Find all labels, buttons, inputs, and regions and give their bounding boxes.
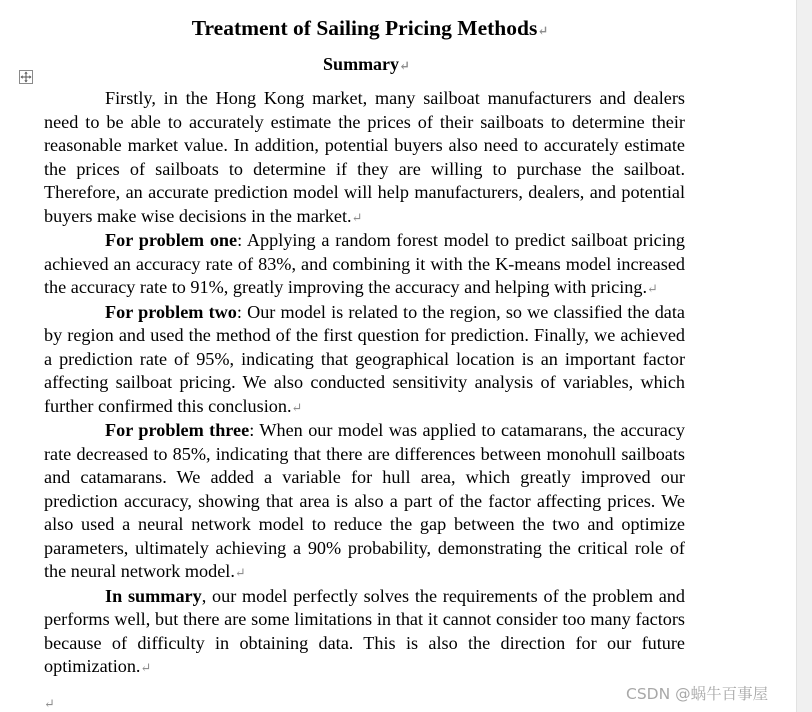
paragraph-lead: In summary [105, 585, 202, 606]
paragraph-lead: For problem two [105, 301, 237, 322]
summary-paragraph-problem-three: For problem three: When our model was applied to catamarans, the accuracy rate decreased to 85%, indicating that there are differences between monohull sailboats and catamarans. We added a variable for hull area, which greatly improved our prediction accuracy, showing that area is also a part of the factor affecting prices. We also used a neural network model to reduce the gap between the two and optimize parameters, ultimately achieving a 90% probability, demonstrating the critical role of the neural network model.↵ [44, 420, 685, 581]
document-title: Treatment of Sailing Pricing Methods↵ [191, 16, 549, 40]
paragraph-mark-icon: ↵ [537, 23, 549, 38]
paragraph-mark-icon: ↵ [234, 565, 246, 580]
section-heading: Summary↵ [323, 54, 410, 74]
paragraph-mark-icon: ↵ [291, 399, 303, 415]
paragraph-mark-icon: ↵ [140, 660, 152, 675]
empty-paragraph-mark-icon: ↵ [44, 696, 55, 711]
paragraph-mark-icon: ↵ [399, 58, 410, 73]
paragraph-lead: For problem three [105, 420, 250, 440]
summary-paragraph-intro: Firstly, in the Hong Kong market, many sailboat manufacturers and dealers need to be able to accurately estimate the prices of their sailboats to determine their reasonable market value. In addition, potential buyers also need to accurately estimate the prices of sailboats to determine if they are willing to purchase the sailboat. Therefore, an accurate prediction model will help manufacturers, dealers, and potential buyers make wise decisions in the market.↵ [44, 88, 685, 226]
vertical-scrollbar[interactable] [796, 0, 812, 712]
summary-paragraph-conclusion: In summary, our model perfectly solves the requirements of the problem and performs well, but there are some limitations in that it cannot consider too many factors because of difficulty in obtaining data. This is also the direction for our future optimization.↵ [44, 585, 685, 676]
paragraph-mark-icon: ↵ [351, 209, 363, 225]
paragraph-mark-icon: ↵ [647, 281, 658, 296]
summary-paragraph-problem-two: For problem two: Our model is related to the region, so we classified the data by region and used the method of the first question for prediction. Finally, we achieved a prediction rate of 95%, indicating that geographical location is an important factor affecting sailboat pricing. We also conducted sensitivity analysis of variables, which further confirmed this conclusion.↵ [44, 301, 685, 416]
paragraph-lead: For problem one [105, 230, 238, 250]
summary-paragraph-problem-one: For problem one: Applying a random forest model to predict sailboat pricing achieved an accuracy rate of 83%, and combining it with the K-means model increased the accuracy rate to 91%, greatly improving the accuracy and helping with pricing.↵ [44, 230, 685, 297]
summary-body[interactable] [44, 87, 685, 680]
csdn-watermark: CSDN @蜗牛百事屋 [626, 685, 769, 703]
